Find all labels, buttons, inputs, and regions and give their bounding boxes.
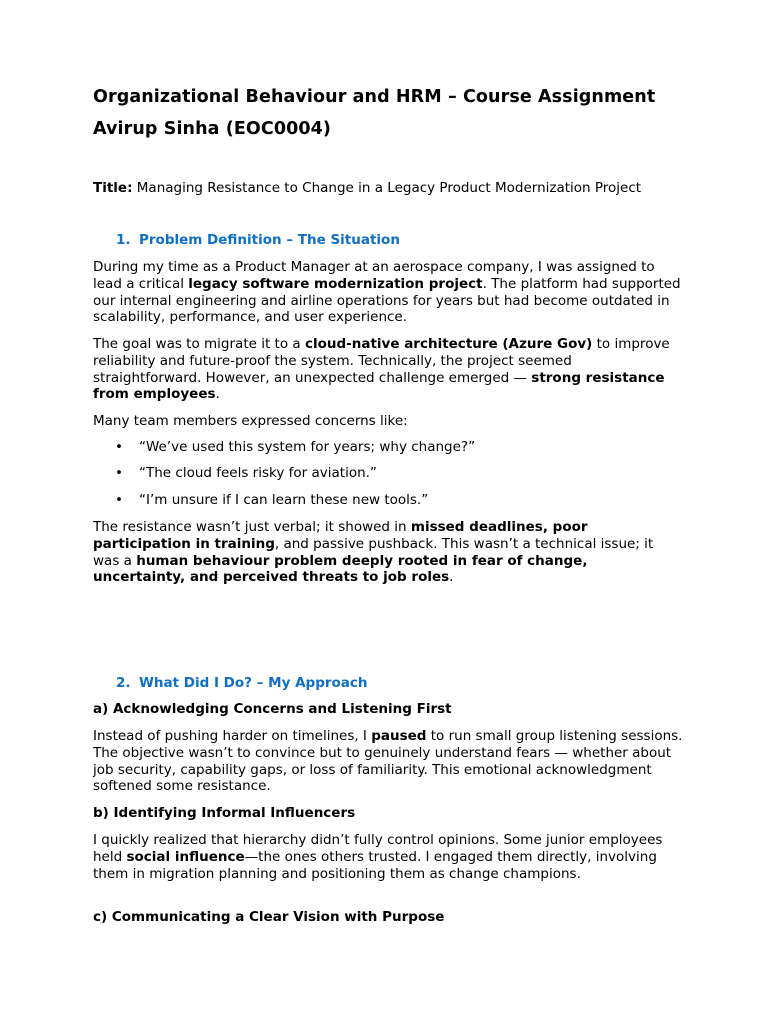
subheading-c: c) Communicating a Clear Vision with Purpose xyxy=(93,909,445,925)
bullet-item xyxy=(115,492,428,508)
bullet-dot: • xyxy=(115,439,123,455)
section-1-paragraph-4 xyxy=(93,519,683,586)
document-title: Organizational Behaviour and HRM – Course Assignment xyxy=(93,87,656,107)
bullet-item xyxy=(115,465,377,481)
bold-run: missed deadlines, poor participation in training xyxy=(93,519,588,552)
section-1-title: Problem Definition – The Situation xyxy=(139,232,400,248)
section-1-number: 1. xyxy=(116,232,131,248)
text-run: to improve reliability and future-proof the system. Technically, the project seemed straightforward. However, an unexpected challenge emerged — xyxy=(93,336,670,386)
bold-run: legacy software modernization project xyxy=(188,275,483,292)
bullet-item xyxy=(115,439,475,455)
text-run: . xyxy=(215,386,220,403)
text-run: . xyxy=(449,569,454,586)
bullet-text: “We’ve used this system for years; why change?” xyxy=(139,439,476,455)
section-2-heading xyxy=(116,675,368,691)
section-2-number: 2. xyxy=(116,675,131,691)
title-text: Managing Resistance to Change in a Legacy Product Modernization Project xyxy=(136,180,642,196)
section-2-title: What Did I Do? – My Approach xyxy=(139,675,368,691)
bullet-text: “I’m unsure if I can learn these new tools.” xyxy=(139,492,429,508)
text-run: to run small group listening sessions. The objective wasn’t to convince but to genuinely understand fears — whether about job security, capability gaps, or loss of familiarity. This emotional acknowledgment softened some resistance. xyxy=(93,728,683,795)
text-run: Instead of pushing harder on timelines, I xyxy=(93,728,372,744)
subsection-a-paragraph xyxy=(93,728,683,795)
author-line: Avirup Sinha (EOC0004) xyxy=(93,119,332,139)
bold-run: paused xyxy=(371,728,427,744)
assignment-title-line xyxy=(93,180,641,196)
section-1-paragraph-1 xyxy=(93,259,683,326)
subheading-b: b) Identifying Informal Influencers xyxy=(93,805,356,821)
text-run: —the ones others trusted. I engaged them directly, involving them in migration planning and positioning them as change champions. xyxy=(93,848,657,882)
bold-run: cloud-native architecture (Azure Gov) xyxy=(304,336,593,352)
section-1-heading xyxy=(116,232,400,248)
bullet-dot: • xyxy=(115,465,123,481)
section-1-paragraph-3: Many team members expressed concerns like: xyxy=(93,413,408,429)
text-run: . The platform had supported our internal engineering and airline operations for years but had become outdated in scalability, performance, and user experience. xyxy=(93,275,681,326)
bold-run: human behaviour problem deeply rooted in fear of change, uncertainty, and perceived threats to job roles xyxy=(93,552,588,586)
title-label: Title: xyxy=(93,180,133,196)
subsection-b-paragraph xyxy=(93,832,683,882)
bold-run: social influence xyxy=(126,848,245,865)
subheading-a: a) Acknowledging Concerns and Listening First xyxy=(93,701,452,717)
section-1-paragraph-2 xyxy=(93,336,683,403)
bullet-dot: • xyxy=(115,492,123,508)
bullet-text: “The cloud feels risky for aviation.” xyxy=(139,465,377,481)
bold-run: strong resistance from employees xyxy=(93,369,665,403)
text-run: During my time as a Product Manager at an aerospace company, I was assigned to lead a critical xyxy=(93,259,655,292)
text-run: The resistance wasn’t just verbal; it showed in xyxy=(93,519,411,535)
text-run: The goal was to migrate it to a xyxy=(93,336,305,352)
text-run: I quickly realized that hierarchy didn’t fully control opinions. Some junior employees held xyxy=(93,832,663,865)
text-run: , and passive pushback. This wasn’t a technical issue; it was a xyxy=(93,535,654,569)
